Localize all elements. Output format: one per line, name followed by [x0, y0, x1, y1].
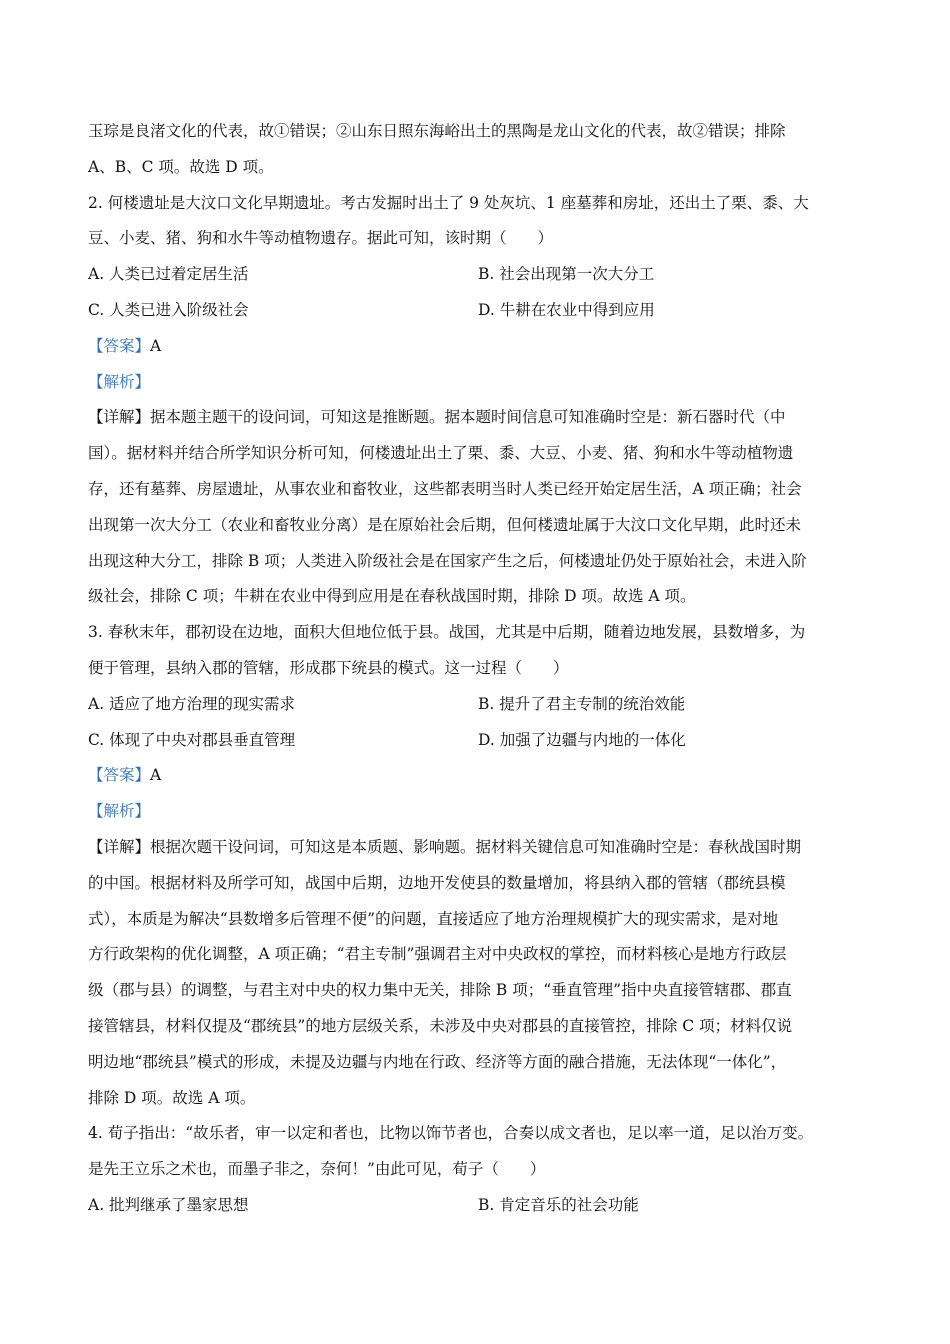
options-row: [88, 723, 870, 759]
question-stem-line: 是先王立乐之术也，而墨子非之，奈何！”由此可见，荀子（ ）: [88, 1160, 546, 1179]
answer-line: [88, 329, 870, 365]
detail-line: 接管辖县，材料仅提及“郡统县”的地方层级关系，未涉及中央对郡县的直接管控，排除 C 项；材料仅说: [88, 1016, 793, 1035]
detail-line: 级社会，排除 C 项；牛耕在农业中得到应用是在春秋战国时期，排除 D 项。故选 A 项。: [88, 587, 696, 606]
options-row: [88, 257, 870, 293]
answer-line: [88, 758, 870, 794]
question-2: [88, 186, 870, 616]
detail-line: 出现这种大分工，排除 B 项；人类进入阶级社会是在国家产生之后，何楼遗址仍处于原始社会，未进入阶: [88, 551, 807, 570]
question-stem-line: 便于管理，县纳入郡的管辖，形成郡下统县的模式。这一过程（ ）: [88, 658, 569, 677]
option-d: D. 加强了边疆与内地的一体化: [478, 730, 686, 749]
answer-tag: 【答案】: [88, 766, 151, 785]
detail-line: [88, 400, 870, 436]
analysis-line: [88, 365, 870, 401]
detail-line: 级（郡与县）的调整，与君主对中央的权力集中无关，排除 B 项；“垂直管理”指中央直接管辖郡、郡直: [88, 981, 792, 1000]
options-row: [88, 293, 870, 329]
detail-line: 明边地“郡统县”模式的形成，未提及边疆与内地在行政、经济等方面的融合措施，无法体现“一体化”，: [88, 1052, 787, 1071]
detail-text: 据本题主题干的设问词，可知这是推断题。据本题时间信息可知准确时空是：新石器时代（中: [150, 408, 786, 427]
detail-line: 国）。据材料并结合所学知识分析可知，何楼遗址出土了栗、黍、大豆、小麦、猪、狗和水牛等动植物遗: [88, 444, 794, 463]
answer-value: A: [150, 766, 162, 785]
detail-line: 排除 D 项。故选 A 项。: [88, 1088, 256, 1107]
option-b: B. 肯定音乐的社会功能: [478, 1195, 639, 1214]
question-stem-line: 豆、小麦、猪、狗和水牛等动植物遗存。据此可知，该时期（ ）: [88, 229, 554, 248]
option-d: D. 牛耕在农业中得到应用: [478, 300, 655, 319]
detail-tag: 【详解】: [88, 408, 151, 427]
question-4: [88, 1116, 870, 1223]
options-row: [88, 687, 870, 723]
detail-line: 方行政架构的优化调整，A 项正确；“君主专制”强调君主对中央政权的掌控，而材料核心是地方行政层: [88, 945, 787, 964]
question-stem-line: 3. 春秋末年，郡初设在边地，面积大但地位低于县。战国，尤其是中后期，随着边地发展，县数增多，为: [88, 623, 806, 642]
text-line: 玉琮是良渚文化的代表，故①错误；②山东日照东海峪出土的黑陶是龙山文化的代表，故②错误；排除: [88, 122, 786, 140]
question-stem-line: 2. 何楼遗址是大汶口文化早期遗址。考古发掘时出土了 9 处灰坑、1 座墓葬和房址，还出土了栗、黍、大: [88, 193, 809, 212]
option-a: A. 适应了地方治理的现实需求: [88, 694, 296, 713]
page-content: [88, 114, 870, 1224]
question-3: [88, 615, 870, 1116]
option-b: B. 提升了君主专制的统治效能: [478, 694, 686, 713]
detail-line: 的中国。根据材料及所学可知，战国中后期，边地开发使县的数量增加，将县纳入郡的管辖（郡统县模: [88, 873, 786, 892]
text-line: A、B、C 项。故选 D 项。: [88, 157, 274, 176]
detail-line: [88, 830, 870, 866]
answer-tag: 【答案】: [88, 336, 151, 355]
option-c: C. 体现了中央对郡县垂直管理: [88, 730, 296, 749]
question-stem-line: 4. 荀子指出：“故乐者，审一以定和者也，比物以饰节者也，合奏以成文者也，足以率一道，足以治万变。: [88, 1124, 814, 1143]
detail-line: 出现第一次大分工（农业和畜牧业分离）是在原始社会后期，但何楼遗址属于大汶口文化早期，此时还未: [88, 515, 802, 534]
option-a: A. 人类已过着定居生活: [88, 265, 249, 284]
detail-line: 存，还有墓葬、房屋遗址，从事农业和畜牧业，这些都表明当时人类已经开始定居生活，A 项正确；社会: [88, 479, 802, 498]
analysis-line: [88, 794, 870, 830]
options-row: [88, 1188, 870, 1224]
option-a: A. 批判继承了墨家思想: [88, 1195, 249, 1214]
analysis-tag: 【解析】: [88, 372, 151, 391]
option-c: C. 人类已进入阶级社会: [88, 300, 249, 319]
detail-line: 式），本质是为解决“县数增多后管理不便”的问题，直接适应了地方治理规模扩大的现实需求，是对地: [88, 909, 779, 928]
answer-value: A: [150, 336, 162, 355]
analysis-tag: 【解析】: [88, 802, 151, 821]
detail-text: 根据次题干设问词，可知这是本质题、影响题。据材料关键信息可知准确时空是：春秋战国时期: [150, 837, 802, 856]
detail-tag: 【详解】: [88, 837, 151, 856]
option-b: B. 社会出现第一次大分工: [478, 265, 655, 284]
